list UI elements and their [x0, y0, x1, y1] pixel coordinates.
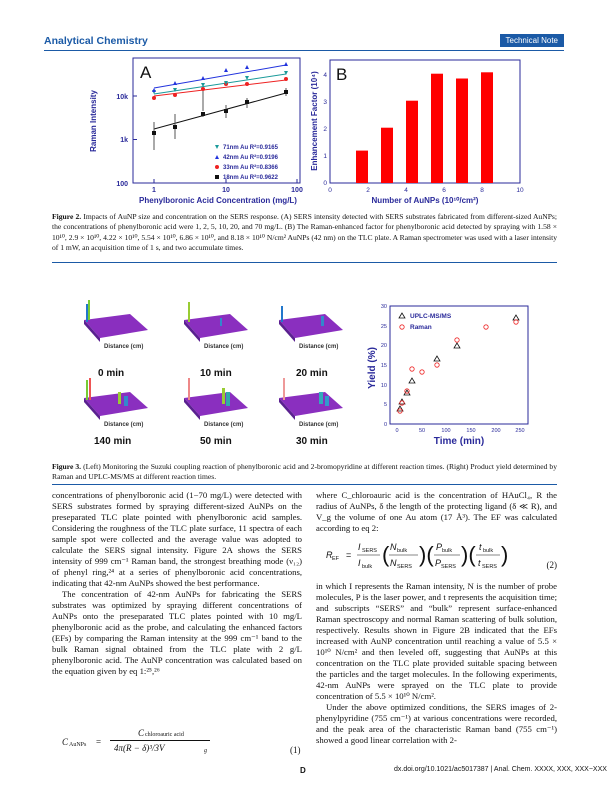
svg-text:UPLC-MS/MS: UPLC-MS/MS: [410, 313, 452, 320]
svg-text:2: 2: [323, 126, 327, 133]
svg-text:50: 50: [418, 428, 426, 434]
svg-text:Yield (%): Yield (%): [367, 347, 378, 389]
eq1-numerator-sub: chloroauric acid: [145, 732, 184, 738]
svg-text:6: 6: [442, 187, 446, 194]
svg-text:15: 15: [380, 363, 387, 369]
svg-text:1k: 1k: [120, 137, 128, 144]
eq1-denominator-sub: g: [204, 748, 207, 754]
eq1-lhs: C: [62, 737, 69, 747]
svg-text:10: 10: [380, 383, 387, 389]
paragraph: where C_chloroauric acid is the concentration of HAuCl₄, R the radius of AuNPs, δ the length of the protecting ligand (δ ≪ R), and V_g the volume of one Au atom (17 Å³). The EF was calculated according to eq 2:: [316, 490, 557, 533]
svg-text:SERS: SERS: [482, 564, 497, 570]
svg-text:R: R: [326, 550, 333, 560]
figure-2-caption: [52, 212, 557, 253]
svg-text:71nm Au R²=0.9165: 71nm Au R²=0.9165: [223, 145, 278, 151]
journal-title[interactable]: Analytical Chemistry: [44, 35, 148, 47]
svg-text:EF: EF: [332, 556, 340, 562]
svg-text:t: t: [479, 542, 482, 552]
page-header: [44, 36, 564, 51]
svg-text:42nm Au R²=0.9196: 42nm Au R²=0.9196: [223, 155, 278, 161]
figure-3-caption: [52, 462, 557, 483]
svg-text:Enhancement Factor (10⁴): Enhancement Factor (10⁴): [310, 71, 319, 171]
svg-text:bulk: bulk: [397, 548, 408, 554]
svg-text:t: t: [478, 558, 481, 568]
surface-label: 50 min: [200, 436, 232, 447]
svg-text:0: 0: [383, 422, 387, 428]
svg-text:10k: 10k: [116, 94, 128, 101]
surface-plot: [265, 300, 355, 350]
svg-text:)(: )(: [419, 542, 434, 567]
svg-text:5: 5: [383, 402, 387, 408]
figure-2b-chart: [304, 56, 534, 206]
surface-plot: [70, 378, 160, 428]
svg-text:30: 30: [380, 304, 387, 310]
svg-text:2: 2: [366, 187, 370, 194]
surface-plot: [265, 378, 355, 428]
figure-3-yield-chart: [362, 298, 542, 446]
svg-text:3: 3: [323, 99, 327, 106]
svg-text:): ): [501, 542, 509, 567]
svg-text:N: N: [390, 542, 397, 552]
figure-2a-chart: [78, 56, 306, 206]
svg-text:10: 10: [516, 187, 524, 194]
figure-3-label[interactable]: Figure 3.: [52, 462, 82, 471]
equation-2: [326, 538, 557, 574]
page-letter: D: [300, 766, 306, 775]
svg-text:Distance (cm): Distance (cm): [299, 344, 339, 350]
svg-text:Distance (cm): Distance (cm): [204, 344, 244, 350]
svg-text:33nm Au R²=0.8366: 33nm Au R²=0.8366: [223, 165, 278, 171]
surface-plot: [170, 300, 260, 350]
svg-text:0: 0: [395, 428, 399, 434]
svg-text:P: P: [435, 558, 442, 568]
eq1-denominator: 4π(R − δ)³/3V: [114, 743, 165, 753]
eq1-numerator: C: [138, 728, 145, 738]
svg-text:A: A: [140, 63, 152, 82]
paragraph: concentrations of phenylboronic acid (1−70 mg/L) were detected with SERS substrates formed by spraying different-sized AuNPs on the preseparated TLC plate pointed with phenylboronic acid samples. Considering the roughness of the TLC plate surface, 11 spectra of each sample spot were collected and the average value was adopted to calculate the SERS signal intensity. Figure 2A shows the SERS intensity of 999 cm⁻¹ Raman band, the strongest breathing mode (ν₁₂) of phenyl ring,²⁴ at a series of phenylboronic acid concentrations, indicating that 42-nm AuNPs showed the best performance.: [52, 490, 302, 588]
caption-divider: [52, 484, 557, 485]
right-column-text-bottom: [316, 581, 557, 746]
right-column-text-top: [316, 490, 557, 534]
surface-label: 0 min: [98, 368, 125, 379]
article-type-badge: Technical Note: [500, 34, 564, 47]
paragraph: Under the above optimized conditions, the SERS images of 2-phenylpyridine (755 cm⁻¹) at various concentrations were recorded, and the peak area of the characteristic Raman band (755 cm⁻¹) showed a good linear correlation with 2-: [316, 702, 557, 745]
svg-text:1: 1: [323, 153, 327, 160]
svg-text:Raman: Raman: [410, 324, 432, 331]
svg-text:100: 100: [441, 428, 451, 434]
svg-text:150: 150: [466, 428, 476, 434]
svg-text:Distance (cm): Distance (cm): [104, 344, 144, 350]
svg-text:1: 1: [152, 187, 156, 194]
figure-2-caption-text: Impacts of AuNP size and concentration on the SERS response. (A) SERS intensity detected with SERS substrates fabricated from different-sized AuNPs; the concentrations of phenylboronic acid were 1, 2, 5, 10, 20, and 70 mg/L. (B) The Raman-enhanced factor for phenylboronic acid detected by spraying with 1.58 × 10¹⁰, 2.9 × 10¹⁰, 4.22 × 10¹⁰, 5.54 × 10¹⁰, 6.86 × 10¹⁰, and 8.18 × 10¹⁰ N/cm² AuNPs (42 nm) on the TLC plate. A Raman spectrometer was used with a laser intensity of 1 mW, an acquisition time of 1 s, and two accumulate times.: [52, 212, 558, 252]
svg-text:Phenylboronic Acid Concentrati: Phenylboronic Acid Concentration (mg/L): [139, 196, 297, 205]
svg-text:Distance (cm): Distance (cm): [299, 422, 339, 428]
svg-text:(: (: [382, 542, 390, 567]
svg-text:bulk: bulk: [442, 548, 453, 554]
svg-text:100: 100: [291, 187, 303, 194]
svg-text:B: B: [336, 65, 348, 84]
svg-text:I: I: [358, 558, 361, 568]
svg-text:25: 25: [380, 324, 387, 330]
svg-text:100: 100: [116, 181, 128, 188]
svg-text:200: 200: [491, 428, 501, 434]
svg-text:Raman Intensity: Raman Intensity: [89, 90, 98, 152]
svg-text:20: 20: [380, 343, 387, 349]
svg-text:18nm Au R²=0.9622: 18nm Au R²=0.9622: [223, 175, 278, 181]
svg-text:250: 250: [515, 428, 525, 434]
caption-divider: [52, 262, 557, 263]
equation-1: C AuNPs = C chloroauric acid 4π(R − δ)³/3V g (1): [62, 728, 301, 755]
surface-label: 30 min: [296, 436, 328, 447]
svg-text:P: P: [436, 542, 443, 552]
svg-text:SERS: SERS: [362, 548, 377, 554]
svg-text:0: 0: [323, 180, 327, 187]
svg-text:bulk: bulk: [362, 564, 373, 570]
figure-3-caption-text: (Left) Monitoring the Suzuki coupling reaction of phenylboronic acid and 2-bromopyridine at different reaction times. (Right) Product yield determined by Raman and UPLC-MS/MS at different reaction times.: [52, 462, 557, 482]
paragraph: The concentration of 42-nm AuNPs for fabricating the SERS substrates was optimized by spraying different concentrations of AuNPs onto the preseparated TLC plates pointed with 10 mg/L phenylboronic acid as the probe, and calculating the enhanced factors (EFs) by comparing the Raman intensity at the 999 cm⁻¹ band to the bulk Raman signal obtained from the TLC plate with 2 g/L phenylboronic acid. The AuNP concentration was calculated based on the equation given by eq 1:²⁵,²⁶: [52, 589, 302, 676]
surface-plot: [170, 378, 260, 428]
doi-citation-link[interactable]: dx.doi.org/10.1021/ac5017387 | Anal. Chem. XXXX, XXX, XXX−XXX: [394, 766, 607, 773]
left-column-text: [52, 490, 302, 677]
eq1-number: (1): [290, 745, 301, 755]
svg-text:0: 0: [328, 187, 332, 194]
eq1-lhs-sub: AuNPs: [69, 742, 87, 748]
svg-text:SERS: SERS: [441, 564, 456, 570]
svg-text:4: 4: [323, 72, 327, 79]
eq2-number: (2): [546, 560, 557, 570]
surface-label: 20 min: [296, 368, 328, 379]
figure-2-label[interactable]: Figure 2.: [52, 212, 82, 221]
surface-plot: [70, 300, 160, 350]
svg-text:8: 8: [480, 187, 484, 194]
svg-text:10: 10: [222, 187, 230, 194]
svg-text:bulk: bulk: [483, 548, 494, 554]
svg-text:4: 4: [404, 187, 408, 194]
svg-text:SERS: SERS: [397, 564, 412, 570]
svg-text:Time (min): Time (min): [433, 436, 485, 446]
surface-label: 140 min: [94, 436, 132, 447]
figure-3-surface-grid: [60, 300, 360, 450]
svg-text:)(: )(: [461, 542, 476, 567]
svg-text:=: =: [346, 550, 352, 560]
paragraph: in which I represents the Raman intensity, N is the number of probe molecules, P is the laser power, and t represents the acquisition time; and subscripts “SERS” and “bulk” represent surface-enhanced Raman spectroscopy and normal Raman scattering of bulk solution, respectively. Results shown in Figure 2B indicated that the EFs increased with AuNP concentration until reaching a value of 5.5 × 10¹⁰ N/cm² and then leveled off, suggesting that AuNPs at this concentration on the TLC plate provided suitable spacing between the particles and the target molecules. In the following experiments, 42-nm AuNPs were sprayed on the TLC plate to provide concentration of 5.5 × 10¹⁰ N/cm².: [316, 581, 557, 701]
svg-text:N: N: [390, 558, 397, 568]
svg-text:Distance (cm): Distance (cm): [204, 422, 244, 428]
surface-label: 10 min: [200, 368, 232, 379]
svg-text:Distance (cm): Distance (cm): [104, 422, 144, 428]
svg-text:Number of AuNPs (10¹⁰/cm²): Number of AuNPs (10¹⁰/cm²): [371, 196, 479, 205]
svg-text:I: I: [358, 542, 361, 552]
